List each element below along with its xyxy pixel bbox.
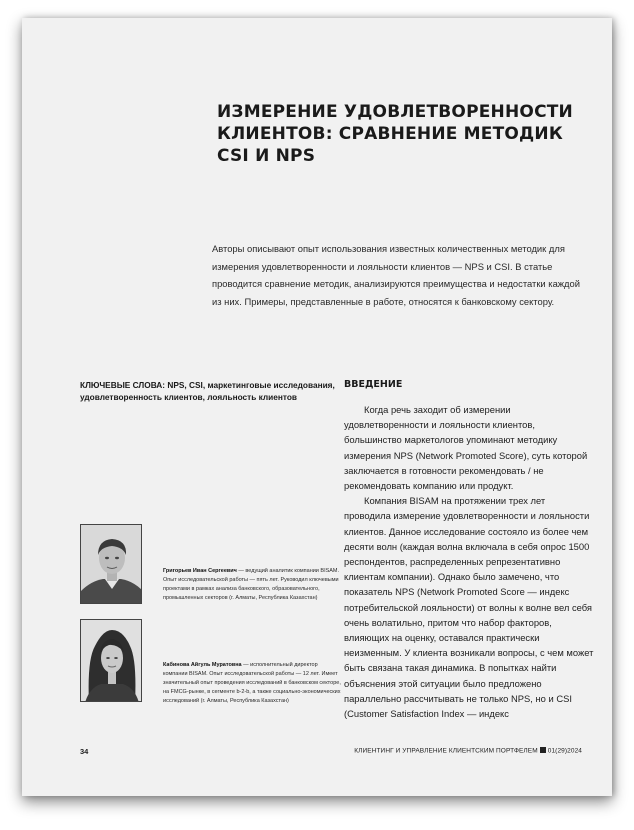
author-portrait-female [81, 620, 142, 702]
author-photo [80, 619, 142, 702]
journal-page [22, 18, 612, 796]
author-bio [163, 661, 343, 706]
section-heading: ВВЕДЕНИЕ [344, 379, 403, 390]
author-card [80, 619, 350, 709]
author-card [80, 524, 350, 614]
author-bio [163, 567, 343, 603]
body-paragraph: Компания BISAM на протяжении трех лет проводила измерение удовлетворенности и лояльности клиентов. Данное исследование состояло из более чем десяти волн (каждая волна включала в себя опрос 1500 респондентов, распределенных репрезентативно клиентам компании). Однако было замечено, что показатель NPS (Network Promoted Score — индекс потребительской лояльности) от волны к волне вел себя очень волатильно, притом что набор факторов, влияющих на оценку, оставался практически неизменным. У клиента возникали вопросы, с чем может быть связана такая динамика. В попытках найти объяснения этой ситуации было предложено параллельно рассчитывать не только NPS, но и CSI (Customer Satisfaction Index — индекс [344, 495, 594, 720]
title-line-1: ИЗМЕРЕНИЕ УДОВЛЕТВОРЕННОСТИ [217, 102, 573, 122]
page-number: 34 [80, 747, 89, 756]
article-body [344, 402, 594, 721]
keywords-block [80, 380, 335, 403]
author-name: Кабинова Айгуль Муратовна [163, 662, 242, 668]
author-portrait-male [81, 525, 142, 604]
journal-name: КЛИЕНТИНГ И УПРАВЛЕНИЕ КЛИЕНТСКИМ ПОРТФЕЛЕМ [354, 747, 538, 755]
running-footer [354, 747, 582, 755]
body-paragraph: Когда речь заходит об измерении удовлетворенности и лояльности клиентов, большинство маркетологов упоминают методику измерения NPS (Network Promoted Score), суть которой заключается в готовности рекомендовать / не рекомендовать компанию или продукт. [344, 404, 588, 492]
author-photo [80, 524, 142, 604]
article-title [217, 101, 597, 167]
issue-number: 01(29)2024 [547, 747, 582, 755]
keywords-text: NPS, CSI, маркетинговые исследования, удовлетворенность клиентов, лояльность клиентов [80, 380, 335, 402]
author-description: — ведущий аналитик компании BISAM. Опыт исследовательской работы — пять лет. Руководил ключевыми проектами в рамках анализа банковского, образовательного, промышленных секторов (г. Алматы, Республика Казахстан) [163, 568, 340, 601]
title-line-2: КЛИЕНТОВ: СРАВНЕНИЕ МЕТОДИК CSI И NPS [217, 124, 563, 166]
square-bullet-icon [540, 747, 546, 753]
keywords-label: КЛЮЧЕВЫЕ СЛОВА: [80, 380, 166, 390]
author-description: — исполнительный директор компании BISAM. Опыт исследовательской работы — 12 лет. Имеет значительный опыт проведения исследований в банковском секторе, на FMCG-рынке, в сегменте b-2-b, а также социально-экономических исследований (г. Алматы, Республика Казахстан) [163, 662, 341, 704]
author-name: Григорьев Иван Сергеевич [163, 568, 237, 574]
article-abstract: Авторы описывают опыт использования известных количественных методик для измерения удовлетворенности и лояльности клиентов — NPS и CSI. В статье проводится сравнение методик, анализируются преимущества и недостатки каждой из них. Примеры, представленные в работе, относятся к банковскому сектору. [212, 243, 580, 307]
